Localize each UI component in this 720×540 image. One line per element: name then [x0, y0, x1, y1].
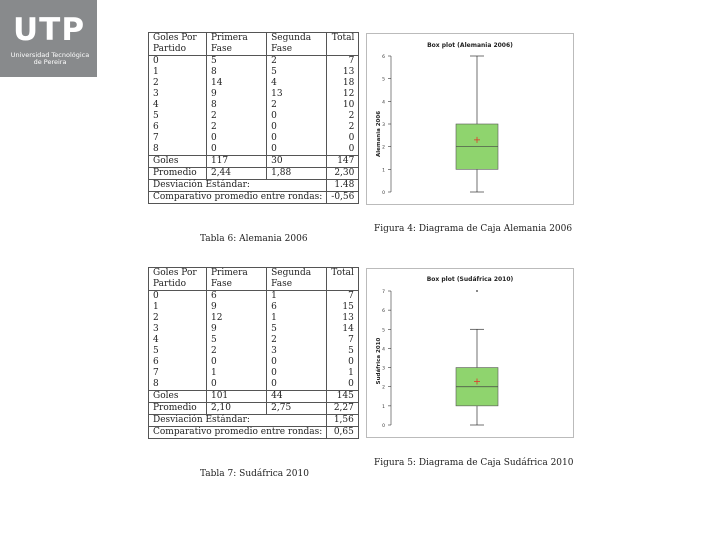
table-row [149, 56, 359, 68]
desviacion-label: Desviación Estándar: [149, 415, 327, 427]
table-cell: 1 [149, 67, 207, 78]
y-tick-label: 2 [382, 385, 385, 391]
table-cell: 1 [206, 368, 266, 379]
table-row [149, 133, 359, 144]
y-tick-label: 1 [382, 168, 385, 174]
table-cell: 2 [206, 122, 266, 133]
table-cell: 8 [206, 67, 266, 78]
table-cell: 5 [149, 346, 207, 357]
table-cell: 0 [267, 379, 327, 391]
table-caption: Tabla 7: Sudáfrica 2010 [200, 469, 309, 479]
table-caption: Tabla 6: Alemania 2006 [200, 234, 308, 244]
goles-label: Goles [149, 391, 207, 403]
table-row [149, 368, 359, 379]
table-cell: 5 [206, 56, 266, 68]
goles-row [149, 391, 359, 403]
y-tick-label: 6 [382, 309, 385, 315]
table-cell: 2 [206, 346, 266, 357]
table-cell: 0 [267, 144, 327, 156]
table-row [149, 357, 359, 368]
table-cell: 5 [348, 346, 354, 356]
boxplot-alemania-2006 [366, 33, 574, 205]
desviacion-value: 1,56 [327, 415, 359, 427]
table-cell: 15 [342, 302, 354, 312]
table-body [149, 56, 359, 156]
y-tick-label: 5 [382, 77, 385, 83]
header-goles-por-partido: Goles Por Partido [149, 33, 207, 56]
table-cell: 0 [267, 357, 327, 368]
goles-segunda: 44 [267, 391, 327, 403]
table-cell: 9 [206, 302, 266, 313]
y-tick-label: 0 [382, 424, 385, 429]
promedio-row [149, 168, 359, 180]
table-cell: 2 [267, 335, 327, 346]
comparativo-value: -0,56 [331, 192, 355, 202]
table-cell: 8 [206, 100, 266, 111]
figure-caption: Figura 5: Diagrama de Caja Sudáfrica 2010 [374, 458, 574, 468]
table-cell: 14 [342, 324, 354, 334]
header-total: Total [327, 33, 359, 56]
table-row [149, 346, 359, 357]
table-cell: 7 [348, 335, 354, 345]
table-cell: 0 [267, 133, 327, 144]
table-cell: 0 [206, 379, 266, 391]
comparativo-label: Comparativo promedio entre rondas: [149, 427, 327, 439]
table-cell: 0 [149, 291, 207, 303]
header-goles-por-partido: Goles Por Partido [149, 268, 207, 291]
table-cell: 2 [149, 78, 207, 89]
table-row [149, 67, 359, 78]
goles-primera: 117 [206, 156, 266, 168]
table-row [149, 89, 359, 100]
y-axis-label: Alemania 2006 [376, 110, 382, 158]
table-row [149, 122, 359, 133]
table-cell: 2 [206, 111, 266, 122]
table-cell: 2 [267, 100, 327, 111]
y-tick-label: 4 [382, 347, 385, 353]
table-cell: 0 [348, 133, 355, 143]
table-cell: 0 [327, 379, 359, 391]
y-tick-label: 5 [382, 328, 385, 334]
chart-title: Box plot (Alemania 2006) [427, 42, 513, 49]
table-cell: 10 [342, 100, 355, 110]
y-tick-label: 6 [382, 55, 385, 60]
table-row [149, 144, 359, 156]
table-row [149, 78, 359, 89]
table-cell: 3 [267, 346, 327, 357]
table-cell: 7 [348, 291, 354, 301]
promedio-total: 2,30 [327, 168, 359, 180]
table-cell: 0 [206, 133, 266, 144]
header-primera-fase: Primera Fase [206, 33, 266, 56]
table-cell: 0 [149, 56, 207, 68]
y-tick-label: 4 [382, 100, 385, 106]
utp-logo [0, 0, 97, 77]
table-cell: 2 [149, 313, 207, 324]
table-cell: 1 [267, 313, 327, 324]
table-cell: 2 [267, 56, 327, 68]
desviacion-label: Desviación Estándar: [149, 180, 327, 192]
table-cell: 13 [342, 67, 355, 77]
comparativo-label: Comparativo promedio entre rondas: [149, 192, 327, 204]
promedio-label: Promedio [149, 403, 207, 415]
promedio-row [149, 403, 359, 415]
table-cell: 5 [267, 67, 327, 78]
table-alemania-2006 [148, 32, 359, 204]
y-tick-label: 3 [382, 123, 385, 128]
chart-title: Box plot (Sudáfrica 2010) [426, 276, 514, 283]
table-row [149, 111, 359, 122]
y-axis-label: Sudáfrica 2010 [376, 337, 382, 385]
header-total: Total [327, 268, 359, 291]
table-row [149, 379, 359, 391]
table-cell: 5 [149, 111, 207, 122]
figure-caption: Figura 4: Diagrama de Caja Alemania 2006 [374, 224, 573, 234]
table-cell: 6 [267, 302, 327, 313]
table-cell: 12 [206, 313, 266, 324]
table-cell: 9 [206, 89, 266, 100]
goles-label: Goles [149, 156, 207, 168]
table-cell: 7 [149, 133, 207, 144]
table-cell: 4 [149, 100, 207, 111]
promedio-segunda: 1,88 [267, 168, 327, 180]
table-cell: 0 [327, 144, 359, 156]
table-cell: 13 [342, 313, 354, 323]
table-cell: 1 [267, 291, 327, 303]
table-cell: 13 [267, 89, 327, 100]
table-cell: 1 [149, 302, 207, 313]
boxplot-sudafrica-2010 [366, 268, 574, 438]
table-row [149, 335, 359, 346]
goles-segunda: 30 [267, 156, 327, 168]
header-primera-fase: Primera Fase [206, 268, 266, 291]
logo-mark: UTP [13, 12, 86, 48]
table-row [149, 100, 359, 111]
goles-primera: 101 [206, 391, 266, 403]
promedio-primera: 2,10 [206, 403, 266, 415]
comparativo-row [149, 192, 359, 204]
table-cell: 0 [206, 144, 266, 156]
table-cell: 0 [206, 357, 266, 368]
table-cell: 1 [348, 368, 354, 378]
promedio-label: Promedio [149, 168, 207, 180]
y-tick-label: 2 [382, 145, 385, 151]
table-body [149, 291, 359, 391]
outlier-point [476, 290, 478, 292]
table-cell: 12 [342, 89, 355, 99]
table-cell: 6 [149, 357, 207, 368]
table-cell: 7 [149, 368, 207, 379]
desviacion-value: 1.48 [327, 180, 359, 192]
table-cell: 5 [206, 335, 266, 346]
table-header-row [149, 33, 359, 56]
promedio-total: 2,27 [327, 403, 359, 415]
table-header-row [149, 268, 359, 291]
table-cell: 6 [149, 122, 207, 133]
table-cell: 14 [206, 78, 266, 89]
table-cell: 2 [348, 122, 355, 132]
table-cell: 6 [206, 291, 266, 303]
header-segunda-fase: Segunda Fase [267, 33, 327, 56]
table-cell: 8 [149, 379, 207, 391]
table-cell: 0 [267, 111, 327, 122]
table-cell: 3 [149, 89, 207, 100]
y-tick-label: 0 [382, 191, 385, 196]
table-cell: 4 [267, 78, 327, 89]
goles-total: 145 [327, 391, 359, 403]
table-cell: 0 [348, 357, 354, 367]
table-cell: 3 [149, 324, 207, 335]
table-cell: 9 [206, 324, 266, 335]
table-cell: 0 [267, 122, 327, 133]
table-cell: 18 [342, 78, 355, 88]
y-tick-label: 7 [382, 290, 385, 295]
table-sudafrica-2010 [148, 267, 359, 439]
table-cell: 7 [348, 56, 355, 66]
comparativo-row [149, 427, 359, 439]
desviacion-row [149, 180, 359, 192]
desviacion-row [149, 415, 359, 427]
goles-total: 147 [327, 156, 359, 168]
table-cell: 2 [348, 111, 355, 121]
logo-subtitle: Universidad Tecnológica de Pereira [10, 51, 90, 66]
y-tick-label: 3 [382, 366, 385, 372]
table-cell: 4 [149, 335, 207, 346]
promedio-segunda: 2,75 [267, 403, 327, 415]
table-row [149, 313, 359, 324]
y-tick-label: 1 [382, 404, 385, 410]
table-row [149, 291, 359, 303]
table-row [149, 324, 359, 335]
goles-row [149, 156, 359, 168]
comparativo-value: 0,65 [333, 427, 354, 437]
table-cell: 8 [149, 144, 207, 156]
table-cell: 0 [267, 368, 327, 379]
table-cell: 5 [267, 324, 327, 335]
promedio-primera: 2,44 [206, 168, 266, 180]
header-segunda-fase: Segunda Fase [267, 268, 327, 291]
table-row [149, 302, 359, 313]
